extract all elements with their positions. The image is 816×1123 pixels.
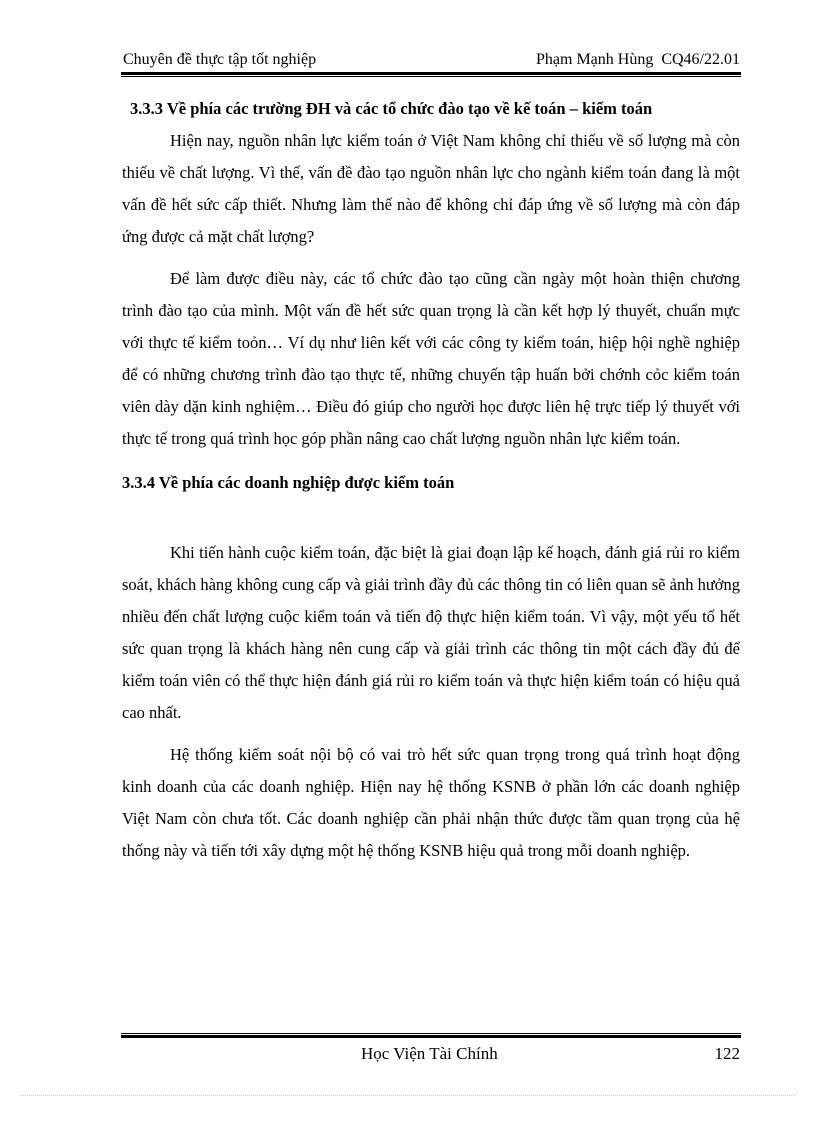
footer-institution: Học Viện Tài Chính: [361, 1044, 498, 1063]
spacer: [122, 499, 740, 537]
paragraph: Hiện nay, nguồn nhân lực kiểm toán ở Việt Nam không chỉ thiếu về số lượng mà còn thiếu về chất lượng. Vì thế, vấn đề đào tạo nguồn nhân lực cho ngành kiểm toán đang là một vấn đề hết sức cấp thiết. Nhưng làm thế nào để không chỉ đáp ứng về số lượng mà còn đáp ứng được cả mặt chất lượng?: [122, 131, 740, 246]
page-header: [123, 49, 740, 71]
page-body: [122, 93, 740, 867]
paragraph: Khi tiến hành cuộc kiểm toán, đặc biệt là giai đoạn lập kế hoạch, đánh giá rủi ro kiểm soát, khách hàng không cung cấp và giải trình đầy đủ các thông tin có liên quan sẽ ảnh hưởng nhiều đến chất lượng cuộc kiểm toán và tiến độ thực hiện kiểm toán. Vì vậy, một yếu tố hết sức quan trọng là khách hàng nên cung cấp và giải trình các thông tin một cách đầy đủ để kiểm toán viên có thể thực hiện đánh giá rủi ro kiểm toán và thực hiện kiểm toán có hiệu quả cao nhất.: [122, 543, 740, 722]
page-footer: [123, 1043, 740, 1065]
header-document-type: Chuyên đề thực tập tốt nghiệp: [123, 51, 317, 68]
spacer: [122, 253, 740, 263]
section-heading-3-3-4: 3.3.4 Về phía các doanh nghiệp được kiểm toán: [122, 473, 455, 492]
header-rule: [121, 72, 741, 77]
spacer: [122, 729, 740, 739]
spacer: [122, 455, 740, 467]
paragraph: Để làm được điều này, các tổ chức đào tạo cũng cần ngày một hoàn thiện chương trình đào tạo của mình. Một vấn đề hết sức quan trọng là cần kết hợp lý thuyết, chuẩn mực với thực tế kiểm toỏn… Ví dụ như liên kết với các công ty kiểm toán, hiệp hội nghề nghiệp để có những chương trình đào tạo thực tế, những chuyến tập huấn bởi chớnh cỏc kiểm toán viên dày dặn kinh nghiệm… Điều đó giúp cho người học được liên hệ trực tiếp lý thuyết với thực tế trong quá trình học góp phần nâng cao chất lượng nguồn nhân lực kiểm toán.: [122, 269, 740, 448]
page-edge-divider: [20, 1095, 796, 1096]
section-heading-3-3-3: 3.3.3 Về phía các trường ĐH và các tổ chức đào tạo về kế toán – kiểm toán: [130, 99, 653, 118]
header-author-class: Phạm Mạnh Hùng CQ46/22.01: [536, 51, 740, 68]
footer-rule: [121, 1033, 741, 1038]
page-number: 122: [714, 1044, 740, 1063]
paragraph: Hệ thống kiểm soát nội bộ có vai trò hết sức quan trọng trong quá trình hoạt động kinh doanh của các doanh nghiệp. Hiện nay hệ thống KSNB ở phần lớn các doanh nghiệp Việt Nam còn chưa tốt. Các doanh nghiệp cần phải nhận thức được tầm quan trọng của hệ thống này và tiến tới xây dựng một hệ thống KSNB hiệu quả trong mỗi doanh nghiệp.: [122, 745, 740, 860]
